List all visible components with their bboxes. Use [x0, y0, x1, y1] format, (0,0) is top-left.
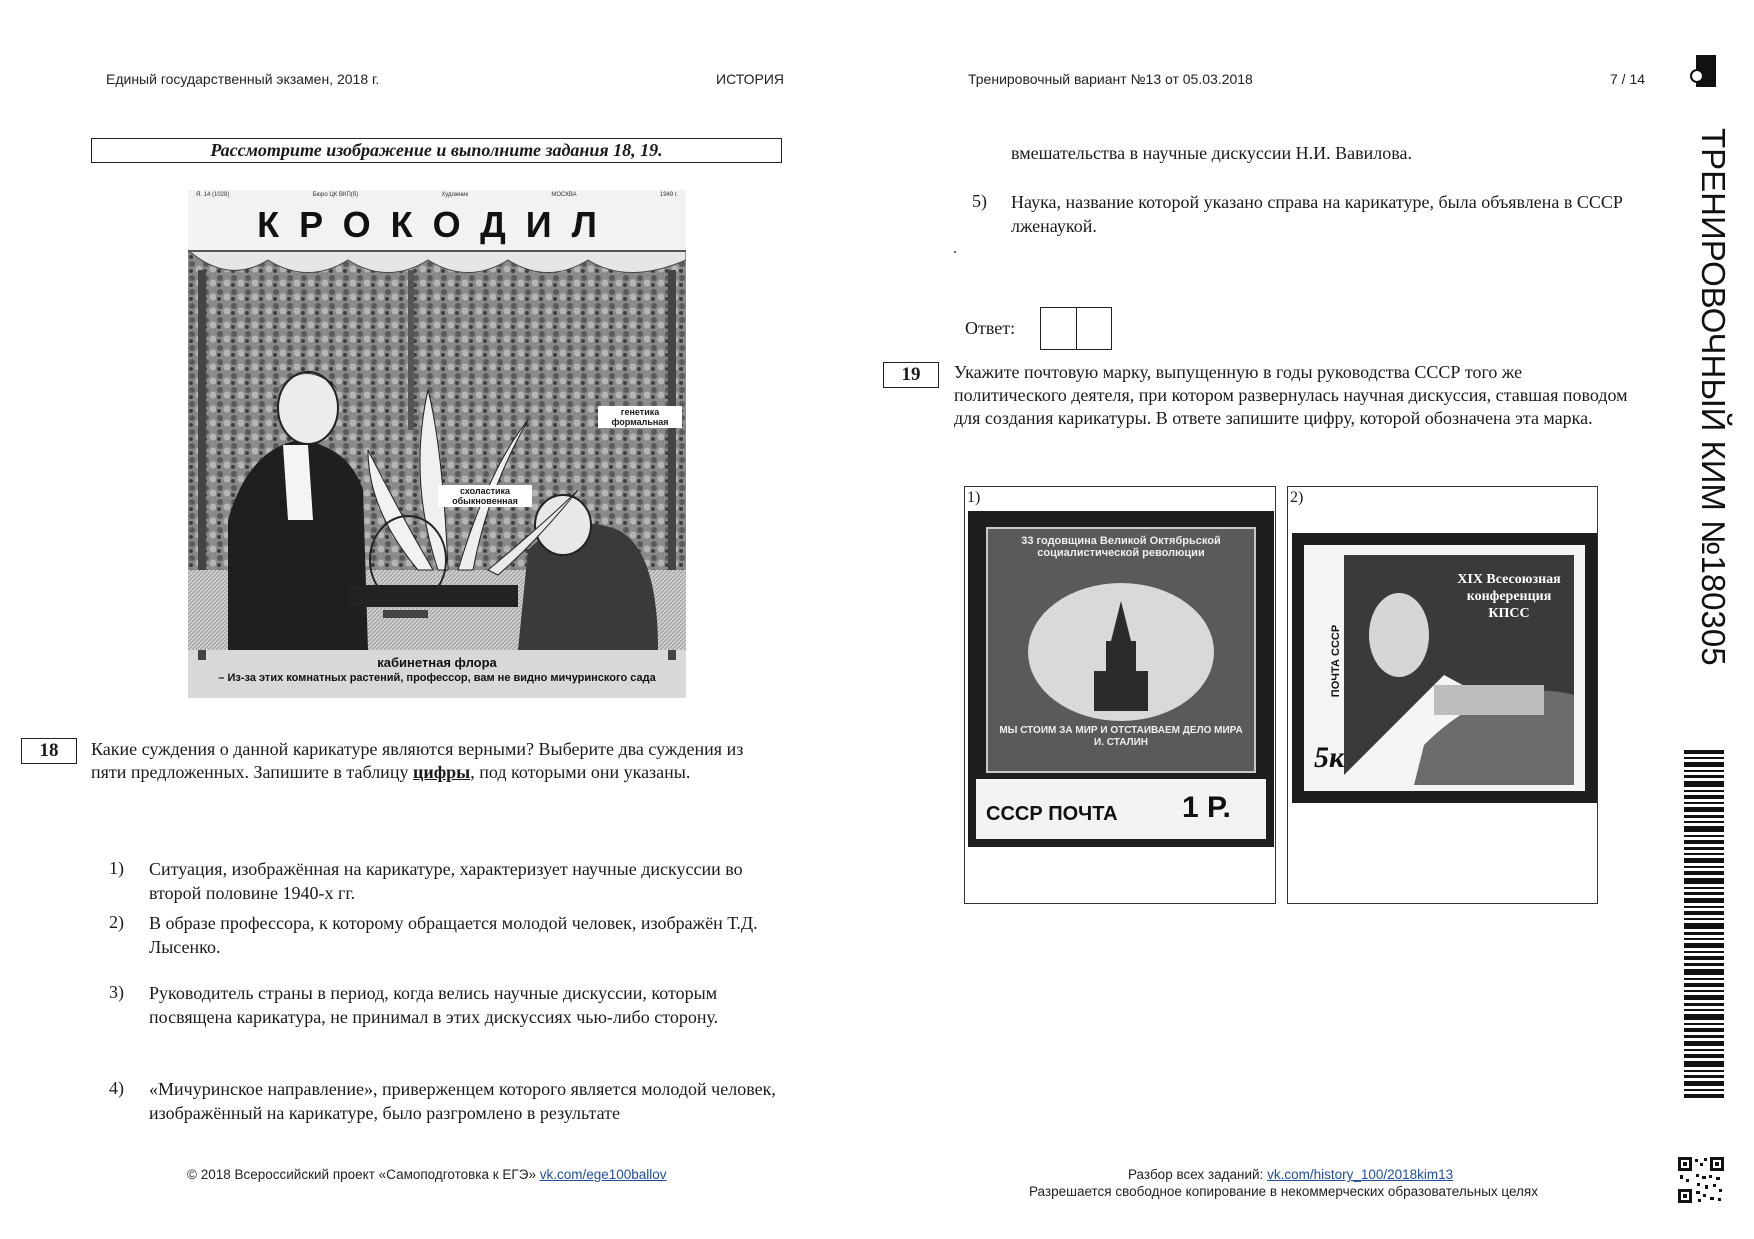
variant-title: Тренировочный вариант №13 от 05.03.2018 [968, 71, 1253, 87]
option-1-number: 1) [109, 858, 124, 878]
label-genetics: генетика формальная [598, 406, 682, 428]
stamp-1-postage: СССР ПОЧТА [986, 803, 1118, 825]
stamp-1-inner [986, 527, 1256, 773]
masthead-info-3: Художник [441, 192, 469, 198]
side-title-text: ТРЕНИРОВОЧНЫЙ КИМ №180305 [1695, 128, 1732, 666]
footer-copy-notice: Разрешается свободное копирование в некоммерческих образовательных целях [1029, 1184, 1538, 1199]
option-4-continuation: вмешательства в научные дискуссии Н.И. Вавилова. [1011, 143, 1412, 163]
stamp-2-postage: ПОЧТА СССР [1330, 624, 1342, 698]
footer-right [1128, 1167, 1453, 1182]
question-18-emphasis: цифры [412, 762, 471, 782]
stamp-1-image [968, 511, 1274, 847]
caricature-drawing [188, 190, 686, 698]
stamp-1-label: 1) [967, 489, 981, 506]
stray-dot: . [953, 240, 957, 257]
option-3-text: Руководитель страны в период, когда велись научные дискуссии, которым посвящена карикатура, не принимал в этих дискуссиях чью-либо сторону. [149, 983, 719, 1027]
masthead-title: КРОКОДИЛ [257, 204, 617, 245]
stamp-1-value: 1 Р. [1182, 791, 1231, 824]
cartoon-caption-text: – Из-за этих комнатных растений, профессор, вам не видно мичуринского сада [218, 672, 656, 684]
option-5-number: 5) [972, 191, 987, 211]
qr-code [1678, 1157, 1724, 1203]
stamp-2-value: 5к [1314, 741, 1345, 774]
stamp-2-frame [1287, 486, 1598, 904]
option-3-number: 3) [109, 982, 124, 1002]
option-5-text: Наука, название которой указано справа на карикатуре, была объявлена в СССР лженаукой. [1011, 192, 1623, 236]
masthead-info-1: Я. 14 (1028) [196, 192, 230, 198]
side-title [1686, 128, 1736, 708]
option-4-text: «Мичуринское направление», приверженцем которого является молодой человек, изображённый на карикатуре, было разгромлено в результате [149, 1079, 776, 1123]
stamp-2-label: 2) [1290, 489, 1304, 506]
option-2-text: В образе профессора, к которому обращается молодой человек, изображён Т.Д. Лысенко. [149, 913, 758, 957]
footer-left-text: © 2018 Всероссийский проект «Самоподготовка к ЕГЭ» [187, 1167, 540, 1182]
masthead-info-2: Бюро ЦК ВКП(б) [312, 192, 359, 198]
exam-title: Единый государственный экзамен, 2018 г. [106, 71, 380, 87]
masthead-info-5: 1949 г. [659, 192, 678, 198]
cartoon-caption-title: кабинетная флора [377, 655, 497, 670]
option-2-number: 2) [109, 912, 124, 932]
label-scholastic: схоластика обыкновенная [438, 485, 532, 507]
footer-right-text: Разбор всех заданий: [1128, 1167, 1268, 1182]
question-19-number: 19 [883, 362, 939, 388]
corner-marker [1690, 55, 1718, 89]
task-instruction: Рассмотрите изображение и выполните задания 18, 19. [91, 138, 782, 163]
question-19-text: Укажите почтовую марку, выпущенную в годы руководства СССР того же политического деятеля, при котором развернулась научная дискуссия, ставшая поводом для создания карикатуры. В ответе запишите цифру, которой обозначена эта марка. [954, 362, 1628, 428]
barcode [1684, 750, 1724, 1100]
masthead-info-4: МОСКВА [551, 192, 577, 198]
caricature-image [188, 190, 686, 698]
page-number: 7 / 14 [1610, 71, 1646, 87]
magazine-masthead [188, 190, 686, 252]
stamp-1-top-text: 33 годовщина Великой Октябрьской социалистической революции [1021, 535, 1221, 559]
footer-right-link[interactable]: vk.com/history_100/2018kim13 [1267, 1167, 1454, 1182]
stamp-1-footer-band [976, 779, 1266, 839]
qr-code-icon [1678, 1157, 1724, 1203]
question-18-text [91, 738, 771, 784]
answer-cells[interactable] [1040, 307, 1112, 350]
footer-left [187, 1167, 667, 1182]
answer-cell-1[interactable] [1041, 308, 1076, 349]
kremlin-tower-icon [1086, 601, 1156, 711]
answer-label: Ответ: [965, 318, 1016, 338]
masthead-small-text [196, 192, 678, 198]
stamp-2-image [1292, 533, 1597, 803]
footer-left-link[interactable]: vk.com/ege100ballov [539, 1167, 667, 1182]
option-4-number: 4) [109, 1078, 124, 1098]
answer-cell-2[interactable] [1076, 308, 1112, 349]
question-18-text-start: Какие суждения о данной карикатуре являются верными? Выберите два суждения из пяти предложенных. Запишите в таблицу [91, 739, 744, 782]
question-18-text-end: , под которыми они указаны. [470, 762, 691, 782]
stamp-2-inner [1304, 545, 1585, 791]
barcode-icon [1684, 750, 1724, 1100]
question-18-number: 18 [21, 738, 77, 764]
stamp-1-frame [964, 486, 1276, 904]
stamp-1-bottom-text: МЫ СТОИМ ЗА МИР И ОТСТАИВАЕМ ДЕЛО МИРА И. СТАЛИН [999, 725, 1243, 748]
option-1-text: Ситуация, изображённая на карикатуре, характеризует научные дискуссии во второй половине 1940-х гг. [149, 859, 743, 903]
stamp-2-title: XIX Всесоюзная конференция КПСС [1457, 572, 1561, 621]
subject-title: ИСТОРИЯ [716, 71, 785, 87]
